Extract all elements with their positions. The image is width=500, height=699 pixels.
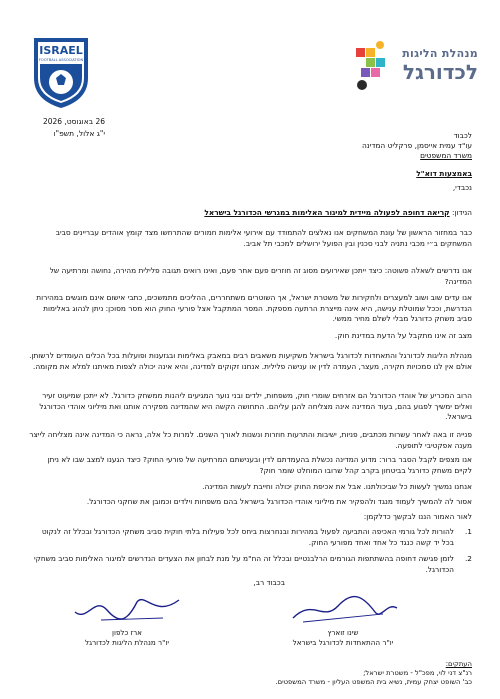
- closing-salutation: בכבוד רב,: [253, 578, 285, 587]
- via-email-note: באמצעות דוא"ל: [416, 169, 472, 178]
- paragraph-9: אנחנו נמשיך לעשות כל שביכולתנו. אבל את אכיפת החוק יכולה וחייבת לעשות המדינה.: [202, 482, 472, 491]
- list-item-text: לזמן פגישה דחופה בהשתתפות הגורמים הרלבנטיים ובכלל זה הח"מ על מנת לבחון את הצעדים הנדרשים למיגור האלימות סביב משחקי הכדורגל.: [33, 554, 454, 574]
- recipient-to: לכבוד: [453, 131, 472, 140]
- signature-block: [278, 592, 408, 648]
- paragraph-7: פנייה זו באה לאחר עשרות מכתבים, פניות, ישיבות והתרעות חוזרות ונשנות לאורך השנים. למרות כל אלה, נראה כי המדינה אינה מצליחה לייצר מענה אפקטיבי לתופעה.: [29, 430, 472, 450]
- signatory-name: שינו זוארץ: [327, 628, 359, 637]
- handwritten-signature: [67, 592, 187, 626]
- cc-line: כב' השופט יצחק עמית, נשיא בית המשפט העליון - משרד המשפטים.: [275, 678, 472, 686]
- greeting: נכבדי,: [452, 183, 472, 192]
- ifa-logo-subtext: FOOTBALL ASSOCIATION: [38, 58, 84, 62]
- requests-list: [28, 527, 472, 581]
- list-item: [28, 527, 472, 548]
- israel-football-association-logo: [28, 34, 94, 110]
- subject-text: קריאה דחופה לפעולה מיידית למיגור האלימות במגרשי הכדורגל בישראל: [204, 208, 450, 217]
- cc-line: רנ"צ דני לוי, מפכ"ל - משטרת ישראל;: [363, 669, 472, 677]
- date-hebrew: י"ג אלול, תשפ"ו: [53, 129, 105, 138]
- paragraph-5: מנהלת הליגות לכדורגל והתאחדות לכדורגל בישראל משקיעות משאבים רבים במאבק באלימות ובגזענות ופועלות בכל הכלים העומדים לרשותן. אולם אין לנו סמכויות חקירה, מעצר, העמדה לדין או ענישה פלילית. אנחנו זקוקים למדינה, והיא אינה יכולה לצפות מאיתנו למלא את מקומה.: [29, 351, 472, 371]
- recipient-name: עו"ד עמית אייסמן, פרקליט המדינה: [361, 141, 472, 150]
- recipient-office: משרד המשפטים: [420, 151, 472, 160]
- paragraph-2: אנו נדרשים לשאלה פשוטה: כיצד ייתכן שאירועים מסוג זה חוזרים פעם אחר פעם, ואינו רואים תגובה פלילית מהירה, נחושה ומרתיעה של המדינה?: [49, 266, 472, 286]
- list-item-number: 2.: [464, 554, 472, 563]
- list-item: [28, 554, 472, 575]
- signature-block: [62, 592, 192, 648]
- cc-block: [28, 660, 472, 687]
- subject-line: [28, 208, 472, 218]
- date-gregorian: 26 באוגוסט, 2026: [42, 117, 105, 126]
- paragraph-8: אנו מצפים לקבל הסבר ברור: מדוע המדינה נכשלת בהעמדתם לדין ובענישתם המרתיעה של פורעי החוק? כיצד הגענו למצב שבו לא ניתן לקיים משחק כדורגל בביטחון בקרב קהל שרובו המוחלט שומר חוק?: [47, 455, 472, 475]
- list-item-number: 1.: [464, 527, 472, 536]
- paragraph-3: אנו עדים שוב ושוב למעצרים ולחקירות של משטרת ישראל, אך השוטרים משתחררים, ההליכים מתמשכים, כתבי אישום אינם מוגשים במהירות הנדרשת, וככל שמוטלת ענישה, היא אינה מייצרת הרתעה מספקת. המסר המתקבל אצל פורעי החוק הוא מסר מסוכן: ניתן לנהוג באלימות סביב משחק כדורגל מבלי לשלם מחיר ממשי.: [36, 293, 472, 323]
- paragraph-10: אסור לה להמשיך לעמוד מנגד ולהפקיר את מיליוני אוהדי הכדורגל בישראל בהם משפחות וילדים וכמובן את שחקני הכדורגל.: [86, 497, 472, 506]
- signatory-title: יו"ר ההתאחדות לכדורגל בישראל: [292, 638, 394, 647]
- handwritten-signature: [283, 592, 403, 626]
- list-item-text: להורות לכל גורמי האכיפה והתביעה לפעול במהירות ובנחרצות ביחס לכל פעילות בלתי חוקית סביב משחקי הכדורגל ובכלל זה לנקוט בכל יד קשה כנגד כל אחד ואחד מפורעי החוק.: [41, 527, 454, 547]
- paragraph-6: הרוב המכריע של אוהדי הכדורגל הם אזרחים שומרי חוק, משפחות, ילדים ובני נוער המגיעים ליהנות ממשחק כדורגל. לא ייתכן שמיעוט זעיר ואלים ימשיך לפגוע בהם, בעוד המדינה אינה מצליחה להגן עליהם. התחושה הקשה היא שהמדינה מפקירה אותנו ואת מיליוני אוהדי הכדורגל בישראל.: [39, 391, 472, 421]
- signatory-name: ארז כלפון: [112, 628, 142, 637]
- recipient-block: [28, 131, 472, 193]
- paragraph-11: לאור האמור הננו לבקשך כדלקמן:: [363, 512, 472, 521]
- subject-prefix: הנידון:: [452, 208, 472, 217]
- league-logo-text: [402, 48, 478, 82]
- league-name-line1: מנהלת הליגות: [402, 47, 478, 60]
- ifa-logo-text: ISRAEL: [39, 44, 83, 57]
- signatory-title: יו"ר מנהלת הליגות לכדורגל: [85, 638, 169, 647]
- league-name-line2: לכדורגל: [402, 60, 478, 84]
- paragraph-4: מצב זה אינו מתקבל על הדעת במדינת חוק.: [334, 331, 472, 340]
- paragraph-1: כבר במחזור הראשון של עונת המשחקים אנו נאלצים להתמודד עם אירועי אלימות חמורים שהתרחשו מצד קומץ אוהדים עבריינים סביב המשחקים ב״י מכבי נתניה לבני סכנין ובין הפועל ירושלים למכבי תל אביב.: [55, 228, 472, 248]
- cc-label: העתקים:: [445, 660, 472, 668]
- league-player-logo-graphic: [352, 40, 390, 92]
